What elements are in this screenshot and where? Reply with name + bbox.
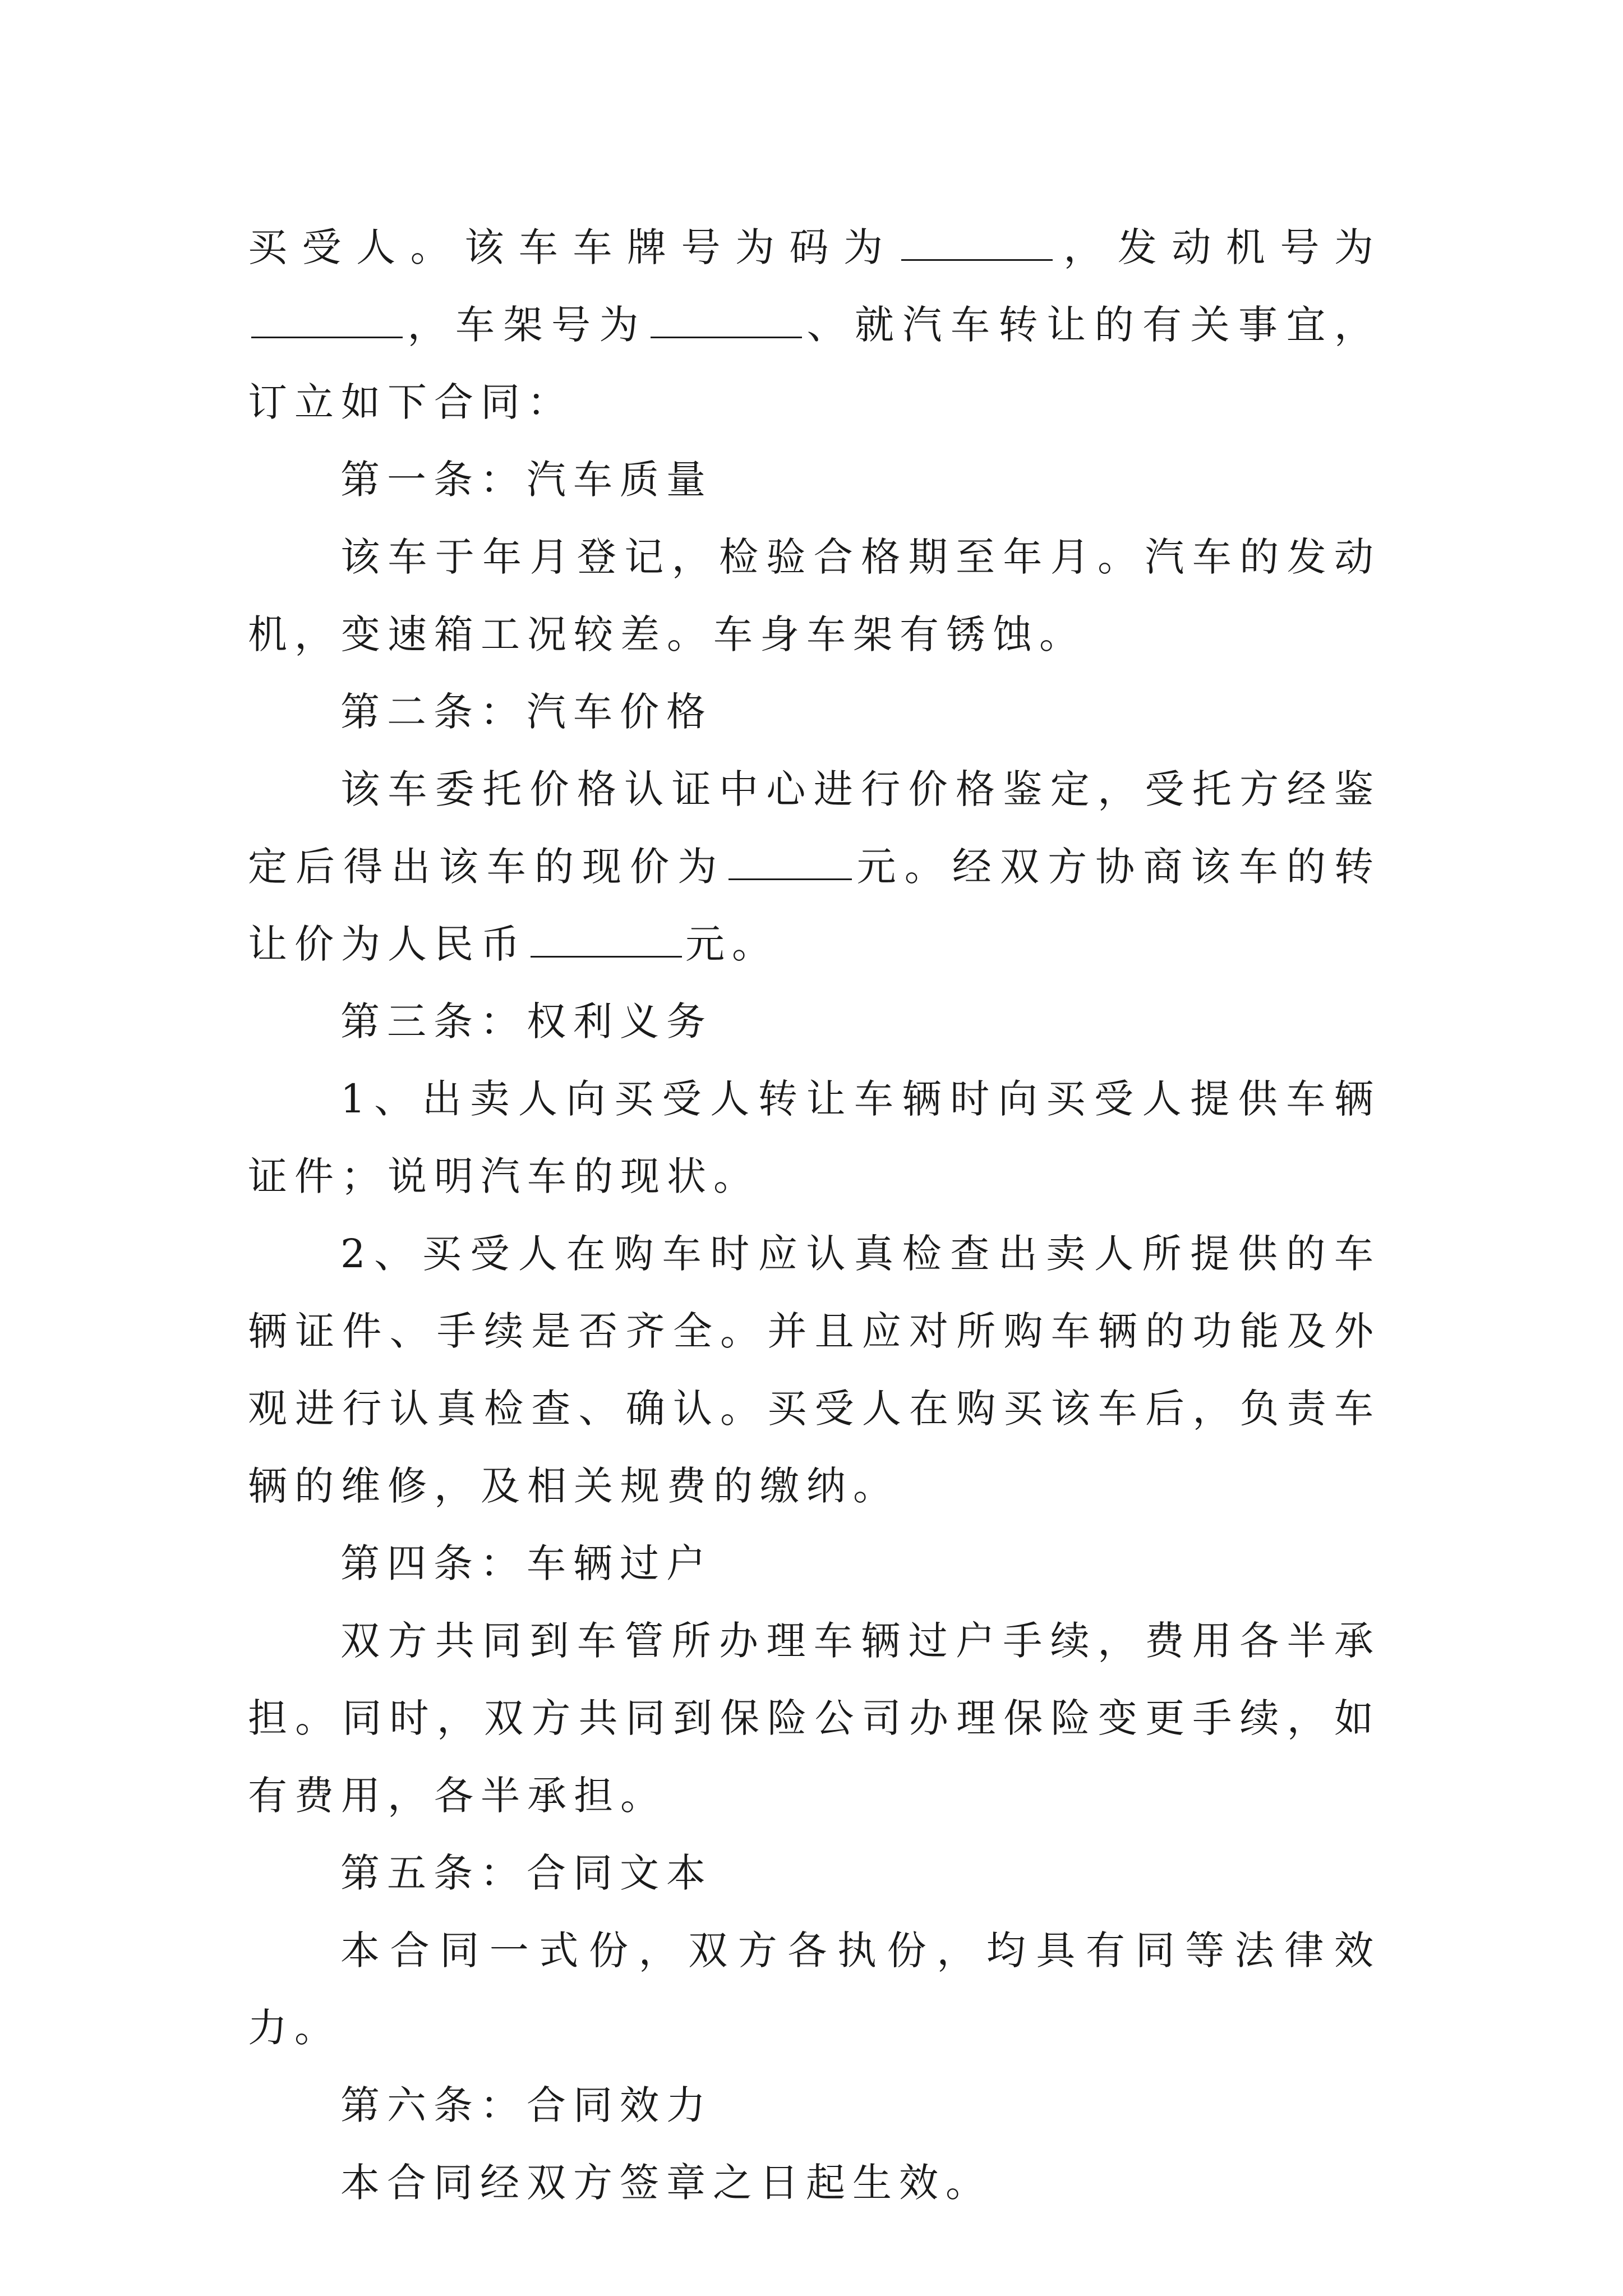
intro-text-2: ，发动机号为 [1055,224,1381,270]
article-6-heading: 第六条：合同效力 [340,2082,713,2128]
plate-number-blank [901,228,1053,261]
contract-body [248,209,1381,2221]
article-2-body [248,751,1381,983]
article-3-heading: 第三条：权利义务 [340,999,713,1045]
article-5-heading: 第五条：合同文本 [340,1850,713,1896]
article-2-text-1: 该车委托价格认证中心进行价格鉴定，受托方经鉴定后得出该车的现价为 [248,766,1381,890]
intro-text-3: ，车架号为 [406,302,647,348]
intro-paragraph [248,209,1381,441]
article-1-body: 该车于年月登记，检验合格期至年月。汽车的发动机，变速箱工况较差。车身车架有锈蚀。 [248,534,1381,657]
article-2-heading: 第二条：汽车价格 [340,689,713,735]
article-1-heading: 第一条：汽车质量 [340,457,713,503]
intro-text-1: 买受人。该车车牌号为码为 [248,224,898,270]
article-2-text-3: 元。 [685,921,778,967]
frame-number-blank [651,305,802,338]
article-5-body: 本合同一式份，双方各执份，均具有同等法律效力。 [248,1927,1381,2051]
transfer-price-blank [531,924,682,958]
article-6-body: 本合同经双方签章之日起生效。 [340,2160,992,2206]
article-4-body: 双方共同到车管所办理车辆过户手续，费用各半承担。同时，双方共同到保险公司办理保险变更手续，如有费用，各半承担。 [248,1618,1381,1819]
appraised-price-blank [728,847,852,880]
article-3-item-2: 2、买受人在购车时应认真检查出卖人所提供的车辆证件、手续是否齐全。并且应对所购车辆的功能及外观进行认真检查、确认。买受人在购买该车后，负责车辆的维修，及相关规费的缴纳。 [248,1231,1381,1509]
article-2-text-2: 元。经双方协商该车的转让价为人民币 [248,844,1381,967]
intro-text-4: 、就汽车转让的有关事宜，订立如下合同： [248,302,1381,425]
article-3-item-1: 1、出卖人向买受人转让车辆时向买受人提供车辆证件；说明汽车的现状。 [248,1076,1381,1199]
engine-number-blank [251,305,403,338]
article-4-heading: 第四条：车辆过户 [340,1540,713,1586]
